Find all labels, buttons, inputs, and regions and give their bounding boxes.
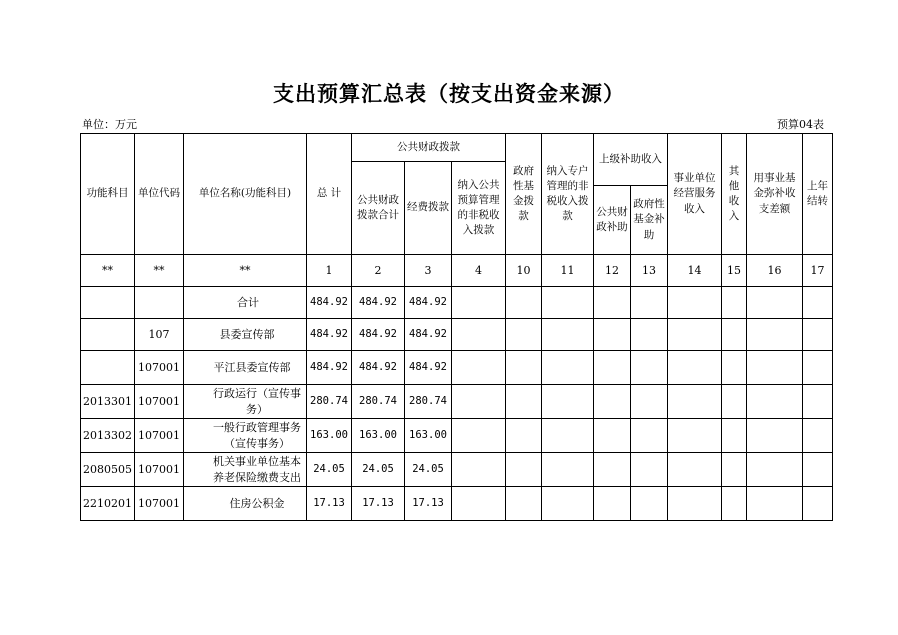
public-total-cell: 163.00: [352, 419, 405, 453]
public-total-cell: 484.92: [352, 287, 405, 319]
index-cell: 13: [631, 255, 668, 287]
expense-cell: 163.00: [405, 419, 452, 453]
empty-cell: [542, 287, 594, 319]
expense-cell: 484.92: [405, 351, 452, 385]
empty-cell: [542, 385, 594, 419]
empty-cell: [631, 453, 668, 487]
unit-code-cell: 107001: [135, 487, 184, 521]
expense-cell: 280.74: [405, 385, 452, 419]
total-cell: 280.74: [307, 385, 352, 419]
table-code: 预算04表: [777, 118, 824, 131]
table-row: [81, 351, 833, 385]
unit-code-cell: 107001: [135, 385, 184, 419]
empty-cell: [803, 351, 833, 385]
table-row: [81, 419, 833, 453]
empty-cell: [631, 351, 668, 385]
empty-cell: [631, 287, 668, 319]
empty-cell: [594, 319, 631, 351]
table-row: [81, 385, 833, 419]
unit-name-cell: 合计: [184, 287, 307, 319]
unit-name-cell: 县委宣传部: [184, 319, 307, 351]
empty-cell: [722, 385, 747, 419]
func-code-cell: [81, 319, 135, 351]
func-code-cell: 2013301: [81, 385, 135, 419]
index-cell: **: [135, 255, 184, 287]
empty-cell: [452, 419, 506, 453]
table-row: [81, 487, 833, 521]
unit-label: 单位：万元: [82, 118, 137, 131]
empty-cell: [803, 287, 833, 319]
unit-name-cell: 一般行政管理事务（宣传事务）: [184, 419, 307, 453]
func-code-cell: 2210201: [81, 487, 135, 521]
unit-name-cell: 行政运行（宣传事务）: [184, 385, 307, 419]
unit-code-cell: 107: [135, 319, 184, 351]
empty-cell: [668, 419, 722, 453]
expense-cell: 24.05: [405, 453, 452, 487]
empty-cell: [803, 385, 833, 419]
empty-cell: [803, 319, 833, 351]
empty-cell: [506, 419, 542, 453]
unit-name-cell: 平江县委宣传部: [184, 351, 307, 385]
header-gov-fund: 政府性基金拨款: [506, 134, 542, 255]
budget-table: [80, 133, 833, 521]
empty-cell: [747, 287, 803, 319]
unit-code-cell: [135, 287, 184, 319]
index-row: [81, 255, 833, 287]
header-nontax-special: 纳入专户管理的非税收入拨款: [542, 134, 594, 255]
public-total-cell: 280.74: [352, 385, 405, 419]
empty-cell: [452, 319, 506, 351]
empty-cell: [506, 487, 542, 521]
empty-cell: [803, 453, 833, 487]
func-code-cell: [81, 351, 135, 385]
empty-cell: [452, 385, 506, 419]
index-cell: 14: [668, 255, 722, 287]
total-cell: 484.92: [307, 319, 352, 351]
empty-cell: [542, 419, 594, 453]
empty-cell: [668, 487, 722, 521]
empty-cell: [722, 287, 747, 319]
empty-cell: [668, 287, 722, 319]
header-superior-gov-fund: 政府性基金补助: [631, 186, 668, 255]
empty-cell: [542, 319, 594, 351]
total-cell: 24.05: [307, 453, 352, 487]
empty-cell: [668, 453, 722, 487]
total-cell: 163.00: [307, 419, 352, 453]
header-business-income: 事业单位经营服务收入: [668, 134, 722, 255]
unit-code-cell: 107001: [135, 351, 184, 385]
header-fund-makeup: 用事业基金弥补收支差额: [747, 134, 803, 255]
public-total-cell: 24.05: [352, 453, 405, 487]
expense-cell: 17.13: [405, 487, 452, 521]
header-public-fund-group: 公共财政拨款: [352, 134, 506, 162]
func-code-cell: 2013302: [81, 419, 135, 453]
index-cell: 11: [542, 255, 594, 287]
empty-cell: [722, 419, 747, 453]
empty-cell: [747, 385, 803, 419]
header-other-income: 其他收入: [722, 134, 747, 255]
func-code-cell: [81, 287, 135, 319]
empty-cell: [452, 351, 506, 385]
public-total-cell: 484.92: [352, 319, 405, 351]
empty-cell: [631, 385, 668, 419]
public-total-cell: 17.13: [352, 487, 405, 521]
empty-cell: [594, 487, 631, 521]
index-cell: 15: [722, 255, 747, 287]
header-superior-public: 公共财政补助: [594, 186, 631, 255]
unit-name-cell: 住房公积金: [184, 487, 307, 521]
index-cell: 4: [452, 255, 506, 287]
empty-cell: [506, 287, 542, 319]
header-total: 总 计: [307, 134, 352, 255]
empty-cell: [542, 487, 594, 521]
empty-cell: [542, 453, 594, 487]
empty-cell: [594, 351, 631, 385]
empty-cell: [747, 351, 803, 385]
header-unit-code: 单位代码: [135, 134, 184, 255]
empty-cell: [542, 351, 594, 385]
empty-cell: [747, 453, 803, 487]
index-cell: **: [184, 255, 307, 287]
empty-cell: [722, 351, 747, 385]
index-cell: 10: [506, 255, 542, 287]
empty-cell: [594, 453, 631, 487]
header-func-code: 功能科目: [81, 134, 135, 255]
empty-cell: [747, 319, 803, 351]
expense-cell: 484.92: [405, 287, 452, 319]
empty-cell: [594, 419, 631, 453]
page-title: 支出预算汇总表（按支出资金来源）: [273, 81, 625, 106]
empty-cell: [506, 453, 542, 487]
empty-cell: [668, 319, 722, 351]
header-carryover: 上年结转: [803, 134, 833, 255]
empty-cell: [722, 453, 747, 487]
index-cell: 1: [307, 255, 352, 287]
func-code-cell: 2080505: [81, 453, 135, 487]
empty-cell: [747, 419, 803, 453]
index-cell: 2: [352, 255, 405, 287]
empty-cell: [631, 419, 668, 453]
empty-cell: [631, 319, 668, 351]
unit-code-cell: 107001: [135, 453, 184, 487]
empty-cell: [594, 385, 631, 419]
table-row: [81, 453, 833, 487]
index-cell: 3: [405, 255, 452, 287]
empty-cell: [506, 319, 542, 351]
index-cell: 16: [747, 255, 803, 287]
unit-name-cell: 机关事业单位基本养老保险缴费支出: [184, 453, 307, 487]
empty-cell: [452, 453, 506, 487]
empty-cell: [668, 385, 722, 419]
table-row: [81, 319, 833, 351]
total-cell: 484.92: [307, 351, 352, 385]
index-cell: **: [81, 255, 135, 287]
empty-cell: [803, 487, 833, 521]
empty-cell: [506, 351, 542, 385]
empty-cell: [722, 487, 747, 521]
empty-cell: [803, 419, 833, 453]
total-cell: 17.13: [307, 487, 352, 521]
empty-cell: [722, 319, 747, 351]
empty-cell: [747, 487, 803, 521]
empty-cell: [452, 287, 506, 319]
expense-cell: 484.92: [405, 319, 452, 351]
index-cell: 17: [803, 255, 833, 287]
header-nontax-public: 纳入公共预算管理的非税收入拨款: [452, 162, 506, 255]
header-public-fund-total: 公共财政拨款合计: [352, 162, 405, 255]
public-total-cell: 484.92: [352, 351, 405, 385]
empty-cell: [668, 351, 722, 385]
header-expense-allot: 经费拨款: [405, 162, 452, 255]
empty-cell: [452, 487, 506, 521]
header-unit-name: 单位名称(功能科目): [184, 134, 307, 255]
header-superior-group: 上级补助收入: [594, 134, 668, 186]
total-cell: 484.92: [307, 287, 352, 319]
empty-cell: [631, 487, 668, 521]
empty-cell: [594, 287, 631, 319]
unit-code-cell: 107001: [135, 419, 184, 453]
index-cell: 12: [594, 255, 631, 287]
empty-cell: [506, 385, 542, 419]
table-row: [81, 287, 833, 319]
